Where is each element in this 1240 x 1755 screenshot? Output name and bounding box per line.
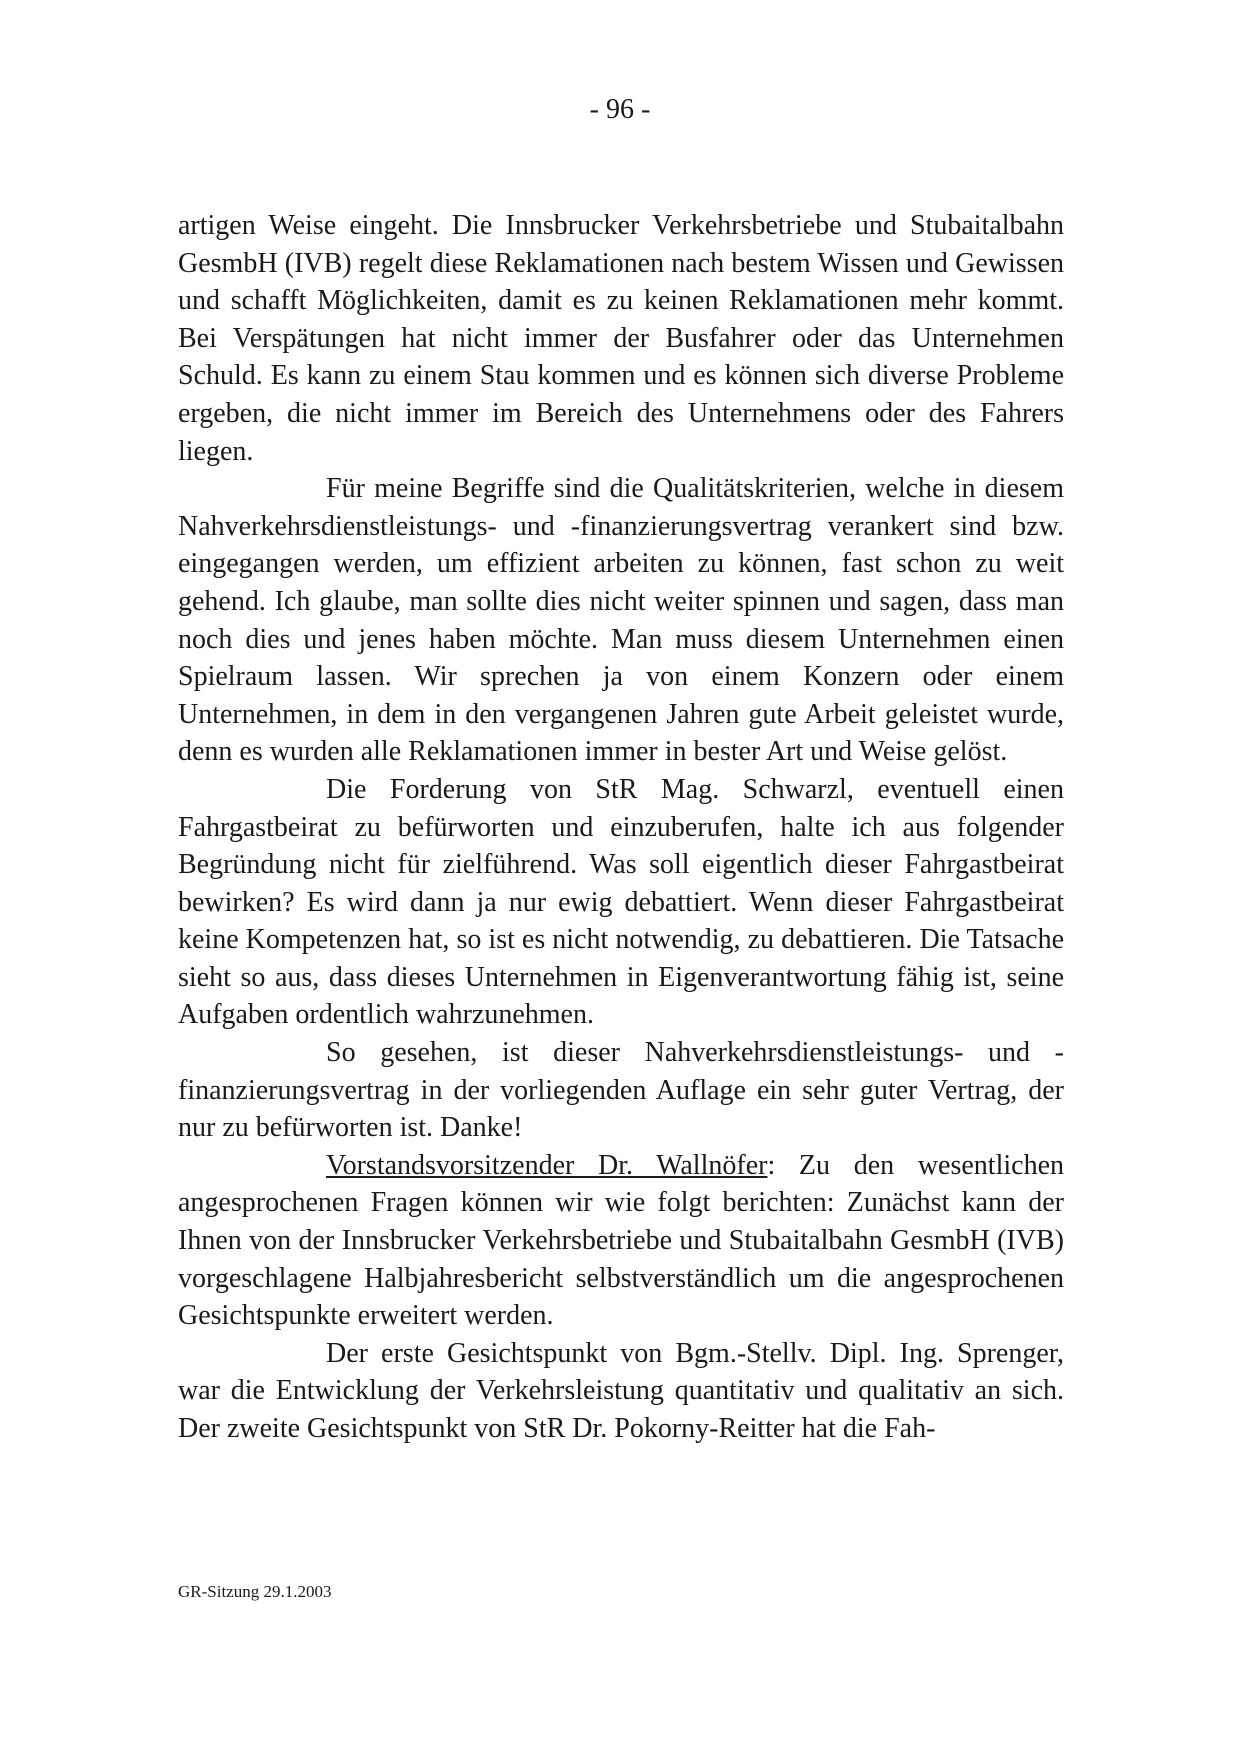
page-number: - 96 - [589, 94, 651, 125]
paragraph-fahrgastbeirat: Die Forderung von StR Mag. Schwarzl, eventuell einen Fahrgastbeirat zu befürworten und einzuberufen, halte ich aus folgender Begründung nicht für zielführend. Was soll eigentlich dieser Fahrgastbeirat bewirken? Es wird dann ja nur ewig debattiert. Wenn dieser Fahrgastbeirat keine Kompetenzen hat, so ist es nicht notwendig, zu debattieren. Die Tatsache sieht so aus, dass dieses Unternehmen in Eigenverantwortung fähig ist, seine Aufgaben ordentlich wahrzunehmen. [178, 773, 1064, 1031]
paragraph-conclusion: So gesehen, ist dieser Nahverkehrsdienstleistungs- und -finanzierungsvertrag in der vorliegenden Auflage ein sehr guter Vertrag, der nur zu befürworten ist. Danke! [178, 1037, 1064, 1144]
footer-session-date: GR-Sitzung 29.1.2003 [178, 1582, 332, 1601]
document-body [178, 207, 1064, 1448]
paragraph-speaker-statement [178, 1147, 1064, 1335]
paragraph-qualitaetskriterien: Für meine Begriffe sind die Qualitätskriterien, welche in diesem Nahverkehrsdienstleistungs- und -finanzierungsvertrag verankert sind bzw. eingegangen werden, um effizient arbeiten zu können, fast schon zu weit gehend. Ich glaube, man sollte dies nicht weiter spinnen und sagen, dass man noch dies und jenes haben möchte. Man muss diesem Unternehmen einen Spielraum lassen. Wir sprechen ja von einem Konzern oder einem Unternehmen, in dem in den vergangenen Jahren gute Arbeit geleistet wurde, denn es wurden alle Reklamationen immer in bester Art und Weise gelöst. [178, 473, 1064, 768]
paragraph-continuation: artigen Weise eingeht. Die Innsbrucker Verkehrsbetriebe und Stubaitalbahn GesmbH (IVB) regelt diese Reklamationen nach bestem Wissen und Gewissen und schafft Möglichkeiten, damit es zu keinen Reklamationen mehr kommt. Bei Verspätungen hat nicht immer der Busfahrer oder das Unternehmen Schuld. Es kann zu einem Stau kommen und es können sich diverse Probleme ergeben, die nicht immer im Bereich des Unternehmens oder des Fahrers liegen. [178, 210, 1064, 467]
speaker-text: : Zu den wesentlichen angesprochenen Fragen können wir wie folgt berichten: Zunächst kann der Ihnen von der Innsbrucker Verkehrsbetriebe und Stubaitalbahn GesmbH (IVB) vorgeschlagene Halbjahresbericht selbstverständlich um die angesprochenen Gesichtspunkte erweitert werden. [178, 1149, 1064, 1332]
speaker-name: Vorstandsvorsitzender Dr. Wallnöfer [326, 1149, 768, 1181]
paragraph-gesichtspunkte: Der erste Gesichtspunkt von Bgm.-Stellv. Dipl. Ing. Sprenger, war die Entwicklung der Verkehrsleistung quantitativ und qualitativ an sich. Der zweite Gesichtspunkt von StR Dr. Pokorny-Reitter hat die Fah- [178, 1337, 1064, 1444]
